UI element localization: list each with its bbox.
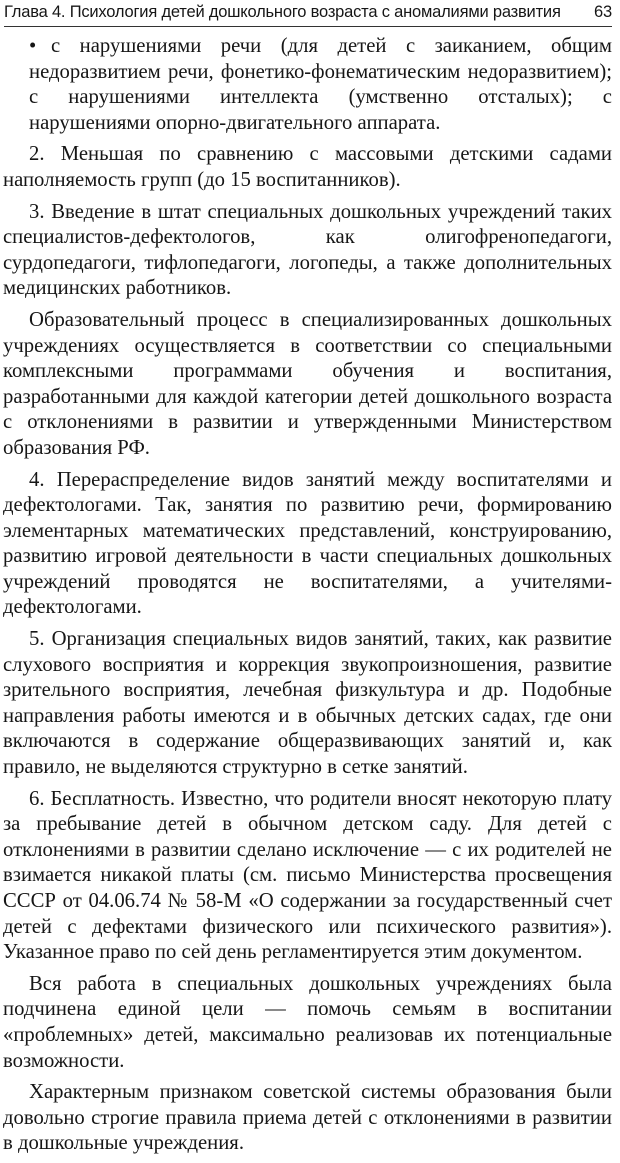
paragraph-item-2: 2. Меньшая по сравнению с массовыми детскими садами наполняемость групп (до 15 воспитанников). — [3, 143, 612, 191]
running-header — [4, 0, 612, 27]
bullet-paragraph — [3, 34, 612, 136]
bullet-icon: • — [29, 35, 37, 57]
paragraph-educational-process: Образовательный процесс в специализированных дошкольных учреждениях осуществляется в соответствии со специальными комплексными программами обучения и воспитания, разработанными для каждой категории детей дошкольного возраста с отклонениями в развитии и утвержденными Министерством образования РФ. — [3, 308, 612, 459]
chapter-title: Глава 4. Психология детей дошкольного возраста с аномалиями развития — [4, 3, 561, 21]
paragraph-item-3: 3. Введение в штат специальных дошкольных учреждений таких специалистов-дефектологов, как олигофренопедагоги, сурдопедагоги, тифлопедагоги, логопеды, а также дополнительных медицинских работников. — [3, 200, 612, 300]
paragraph-item-6: 6. Бесплатность. Известно, что родители вносят некоторую плату за пребывание детей в обычном детском саду. Для детей с отклонениями в развитии сделано исключение — с их родителей не взимается никакой платы (см. письмо Министерства просвещения СССР от 04.06.74 № 58-М «О содержании за государственный счет детей с дефектами физического или психического развития»). Указанное право по сей день регламентируется этим документом. — [3, 787, 612, 964]
paragraph-item-5: 5. Организация специальных видов занятий, таких, как развитие слухового восприятия и коррекция звукопроизношения, развитие зрительного восприятия, лечебная физкультура и др. Подобные направления работы имеются и в обычных детских садах, где они включаются в содержание общеразвивающих занятий и, как правило, не выделяются структурно в сетке занятий. — [3, 628, 612, 779]
bullet-paragraph-text: с нарушениями речи (для детей с заиканием, общим недоразвитием речи, фонетико-фонематическим недоразвитием); с нарушениями интеллекта (умственно отсталых); с нарушениями опорно-двигательного аппарата. — [29, 35, 612, 134]
page-body — [3, 34, 612, 1163]
paragraph-unified-goal: Вся работа в специальных дошкольных учреждениях была подчинена единой цели — помочь семьям в воспитании «проблемных» детей, максимально реализовав их потенциальные возможности. — [3, 972, 612, 1072]
paragraph-admission-rules: Характерным признаком советской системы образования были довольно строгие правила приема детей с отклонениями в развитии в дошкольные учреждения. — [3, 1081, 612, 1155]
page-number: 63 — [594, 3, 612, 21]
paragraph-item-4: 4. Перераспределение видов занятий между воспитателями и дефектологами. Так, занятия по развитию речи, формированию элементарных математических представлений, конструированию, развитию игровой деятельности в части специальных дошкольных учреждений проводятся не воспитателями, а учителями-дефектологами. — [3, 468, 612, 619]
